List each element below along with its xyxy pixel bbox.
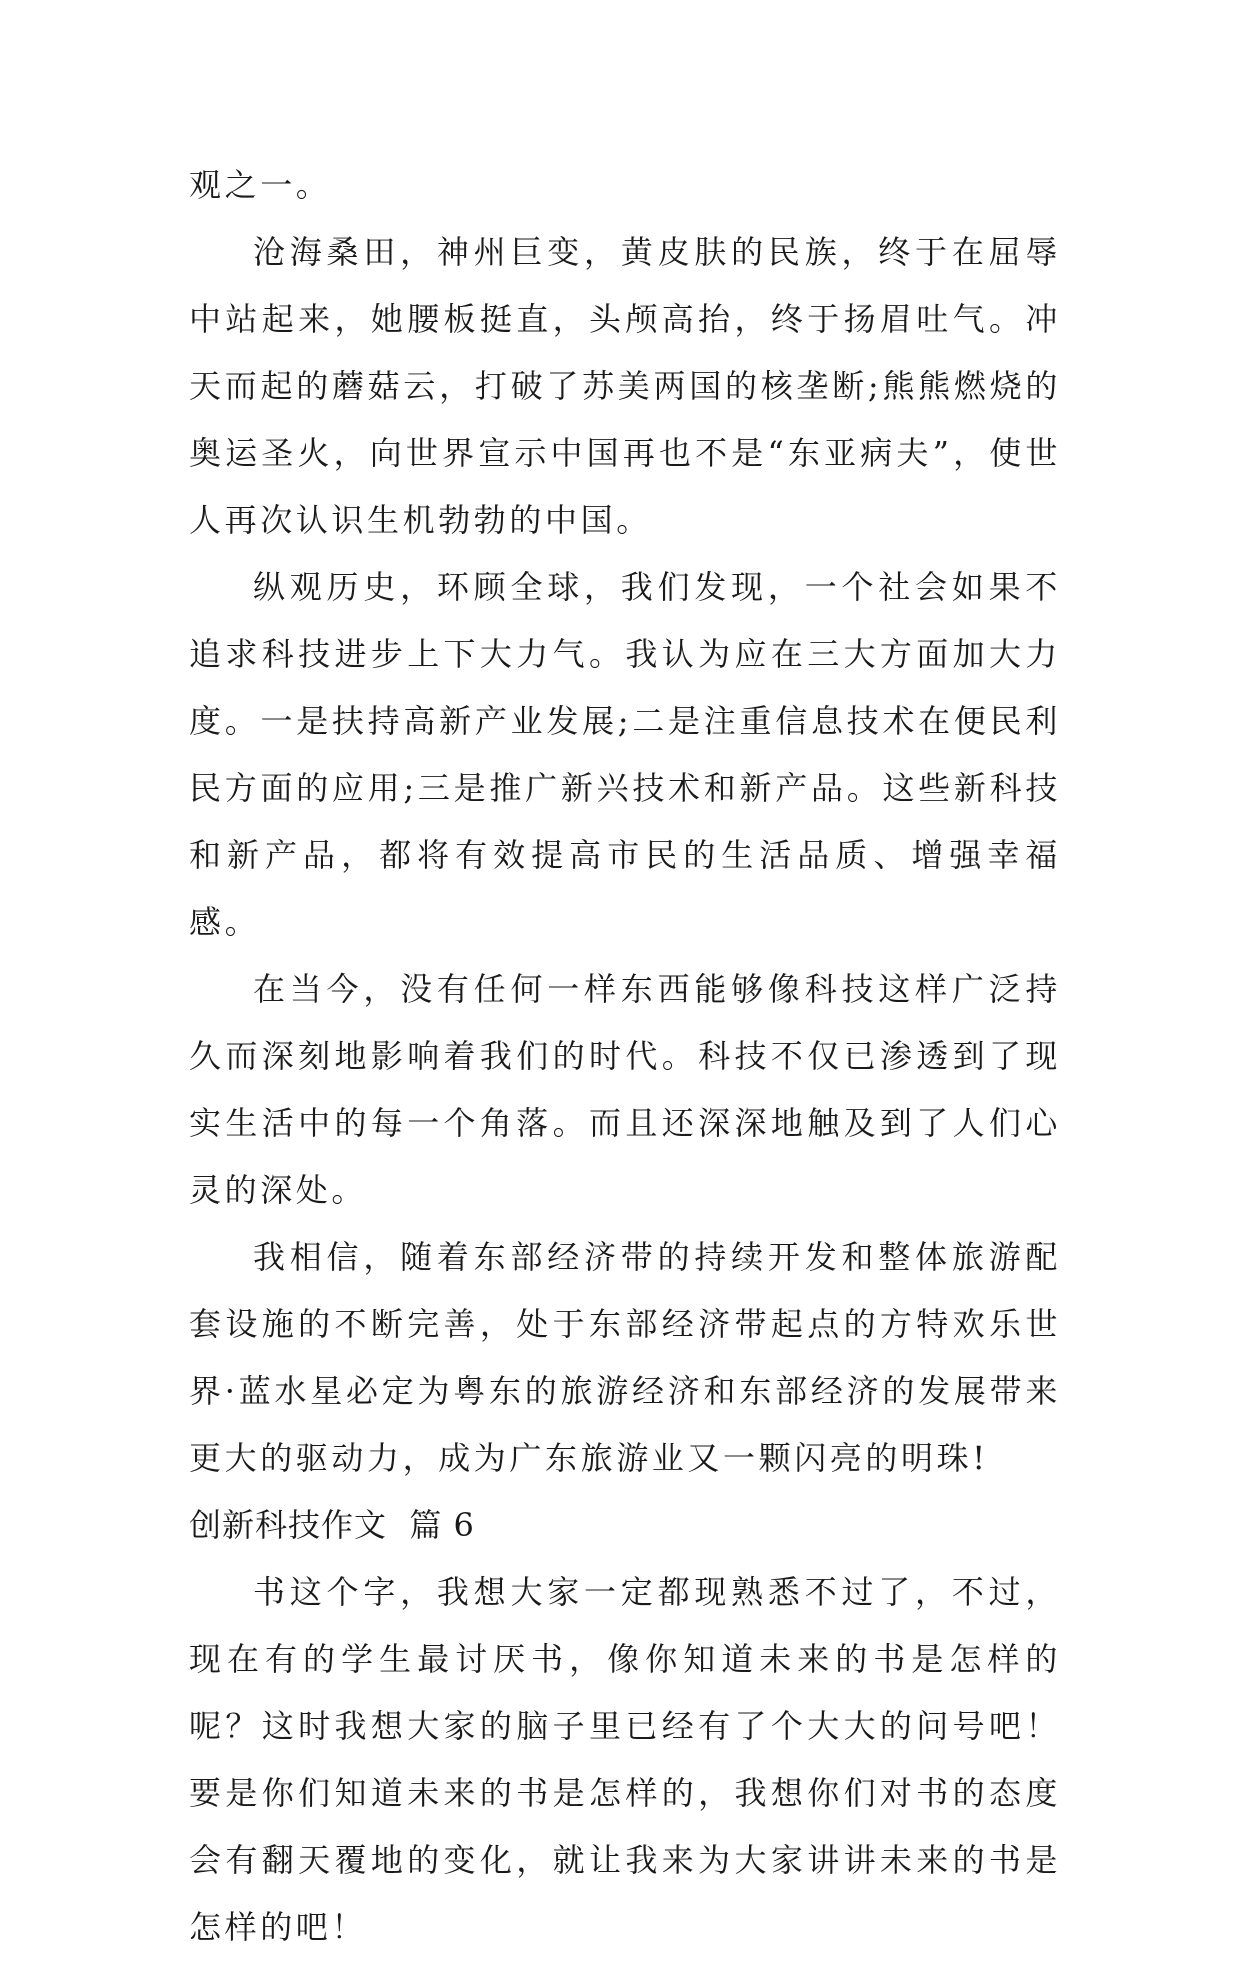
section-heading: 创新科技作文 篇 6 <box>189 1506 475 1544</box>
body-paragraph-2: 纵观历史，环顾全球，我们发现，一个社会如果不追求科技进步上下大力气。我认为应在三大方面加大力度。一是扶持高新产业发展;二是注重信息技术在便民利民方面的应用;三是推广新兴技术和新产品。这些新科技和新产品，都将有效提高市民的生活品质、增强幸福感。 <box>189 568 1061 941</box>
section-paragraph-1: 书这个字，我想大家一定都现熟悉不过了，不过，现在有的学生最讨厌书，像你知道未来的书是怎样的呢？这时我想大家的脑子里已经有了个大大的问号吧！要是你们知道未来的书是怎样的，我想你们对书的态度会有翻天覆地的变化，就让我来为大家讲讲未来的书是怎样的吧！ <box>189 1573 1061 1946</box>
body-paragraph-1: 沧海桑田，神州巨变，黄皮肤的民族，终于在屈辱中站起来，她腰板挺直，头颅高抬，终于扬眉吐气。冲天而起的蘑菇云，打破了苏美两国的核垄断;熊熊燃烧的奥运圣火，向世界宣示中国再也不是“东亚病夫”，使世人再次认识生机勃勃的中国。 <box>189 233 1061 539</box>
body-paragraph-4: 我相信，随着东部经济带的持续开发和整体旅游配套设施的不断完善，处于东部经济带起点的方特欢乐世界·蓝水星必定为粤东的旅游经济和东部经济的发展带来更大的驱动力，成为广东旅游业又一颗闪亮的明珠! <box>189 1238 1061 1477</box>
body-paragraph-3: 在当今，没有任何一样东西能够像科技这样广泛持久而深刻地影响着我们的时代。科技不仅已渗透到了现实生活中的每一个角落。而且还深深地触及到了人们心灵的深处。 <box>189 970 1061 1209</box>
document-body <box>189 152 1061 1961</box>
fragment-paragraph: 观之一。 <box>189 166 332 204</box>
